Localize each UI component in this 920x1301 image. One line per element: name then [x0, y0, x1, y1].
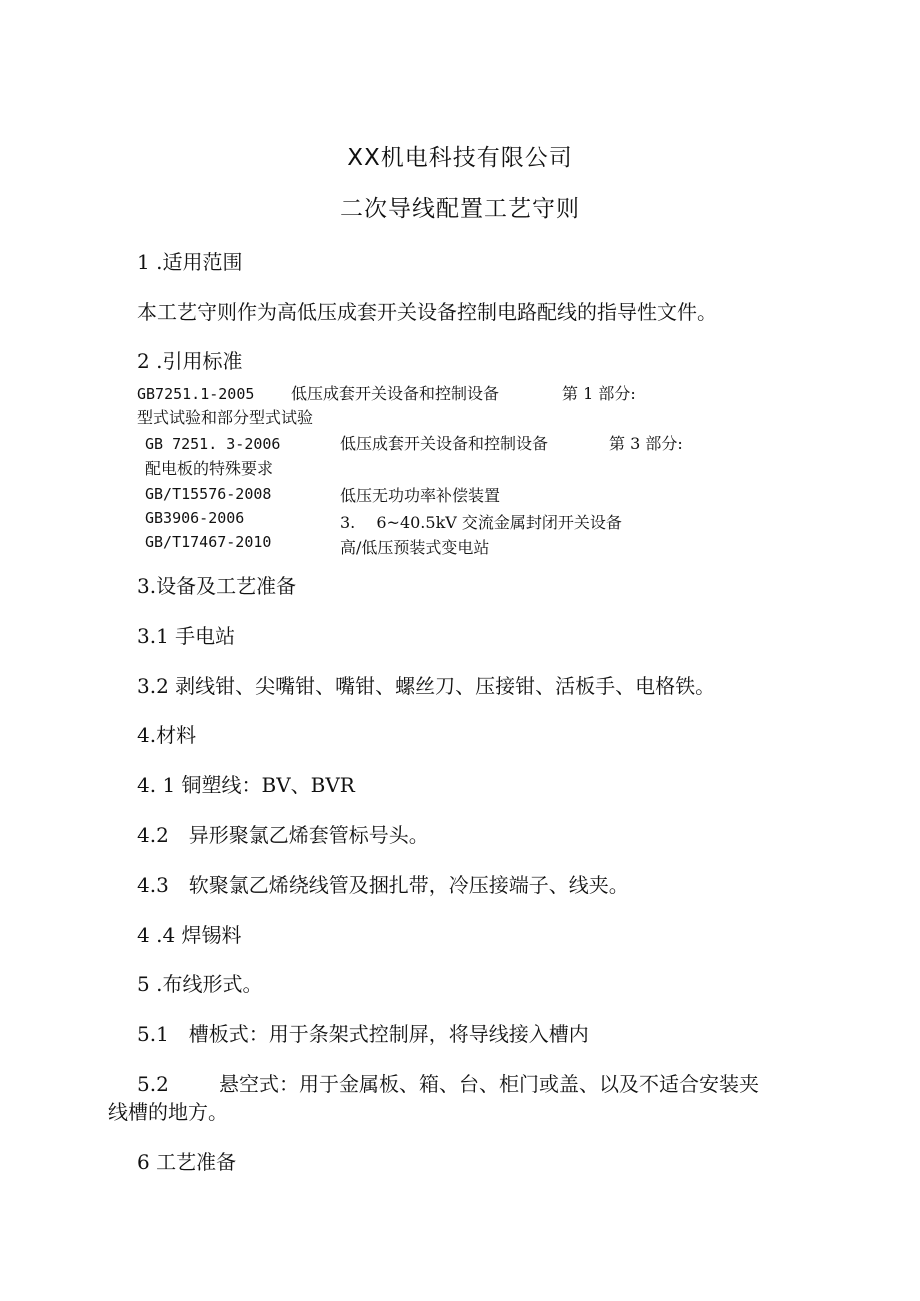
section-2-heading: 2 .引用标准 — [137, 349, 243, 373]
section-5-2-text: 悬空式：用于金属板、箱、台、柜门或盖、以及不适合安装夹 — [219, 1072, 759, 1096]
section-6-heading: 6 工艺准备 — [137, 1150, 237, 1174]
section-5-1: 5.1 槽板式：用于条架式控制屏，将导线接入槽内 — [137, 1022, 589, 1046]
standard-name: 低压成套开关设备和控制设备 — [340, 434, 549, 453]
standard-continuation: 配电板的特殊要求 — [145, 459, 274, 478]
standard-name: 高/低压预装式变电站 — [340, 538, 490, 557]
section-3-2: 3.2 剥线钳、尖嘴钳、嘴钳、螺丝刀、压接钳、活板手、电格铁。 — [137, 674, 716, 698]
standard-code: GB/T17467-2010 — [145, 533, 272, 551]
standard-code: GB7251.1-2005 — [137, 385, 255, 403]
standard-continuation: 型式试验和部分型式试验 — [137, 408, 314, 427]
section-1-text: 本工艺守则作为高低压成套开关设备控制电路配线的指导性文件。 — [137, 300, 717, 324]
standard-code: GB3906-2006 — [145, 509, 245, 527]
section-4-heading: 4.材料 — [137, 723, 197, 747]
standard-code: GB 7251. 3-2006 — [145, 435, 281, 453]
standard-part: 第 1 部分: — [562, 384, 636, 403]
section-4-3: 4.3 软聚氯乙烯绕线管及捆扎带，冷压接端子、线夹。 — [137, 873, 629, 897]
company-name: XX机电科技有限公司 — [347, 145, 573, 171]
standard-name: 低压无功功率补偿装置 — [340, 486, 501, 505]
standard-name: 3. 6~40.5kV 交流金属封闭开关设备 — [340, 513, 622, 532]
section-4-4: 4 .4 焊锡料 — [137, 923, 242, 947]
section-5-heading: 5 .布线形式。 — [137, 972, 263, 996]
standard-part: 第 3 部分: — [609, 434, 683, 453]
section-3-heading: 3.设备及工艺准备 — [137, 574, 297, 598]
section-4-1: 4. 1 铜塑线：BV、BVR — [137, 773, 355, 797]
section-1-heading: 1 .适用范围 — [137, 250, 243, 274]
section-5-2-continuation: 线槽的地方。 — [108, 1100, 228, 1124]
standard-name: 低压成套开关设备和控制设备 — [291, 384, 500, 403]
standard-code: GB/T15576-2008 — [145, 485, 272, 503]
section-4-2: 4.2 异形聚氯乙烯套管标号头。 — [137, 823, 429, 847]
section-5-2-number: 5.2 — [137, 1072, 169, 1096]
section-3-1: 3.1 手电站 — [137, 624, 236, 648]
document-title: 二次导线配置工艺守则 — [340, 196, 580, 222]
